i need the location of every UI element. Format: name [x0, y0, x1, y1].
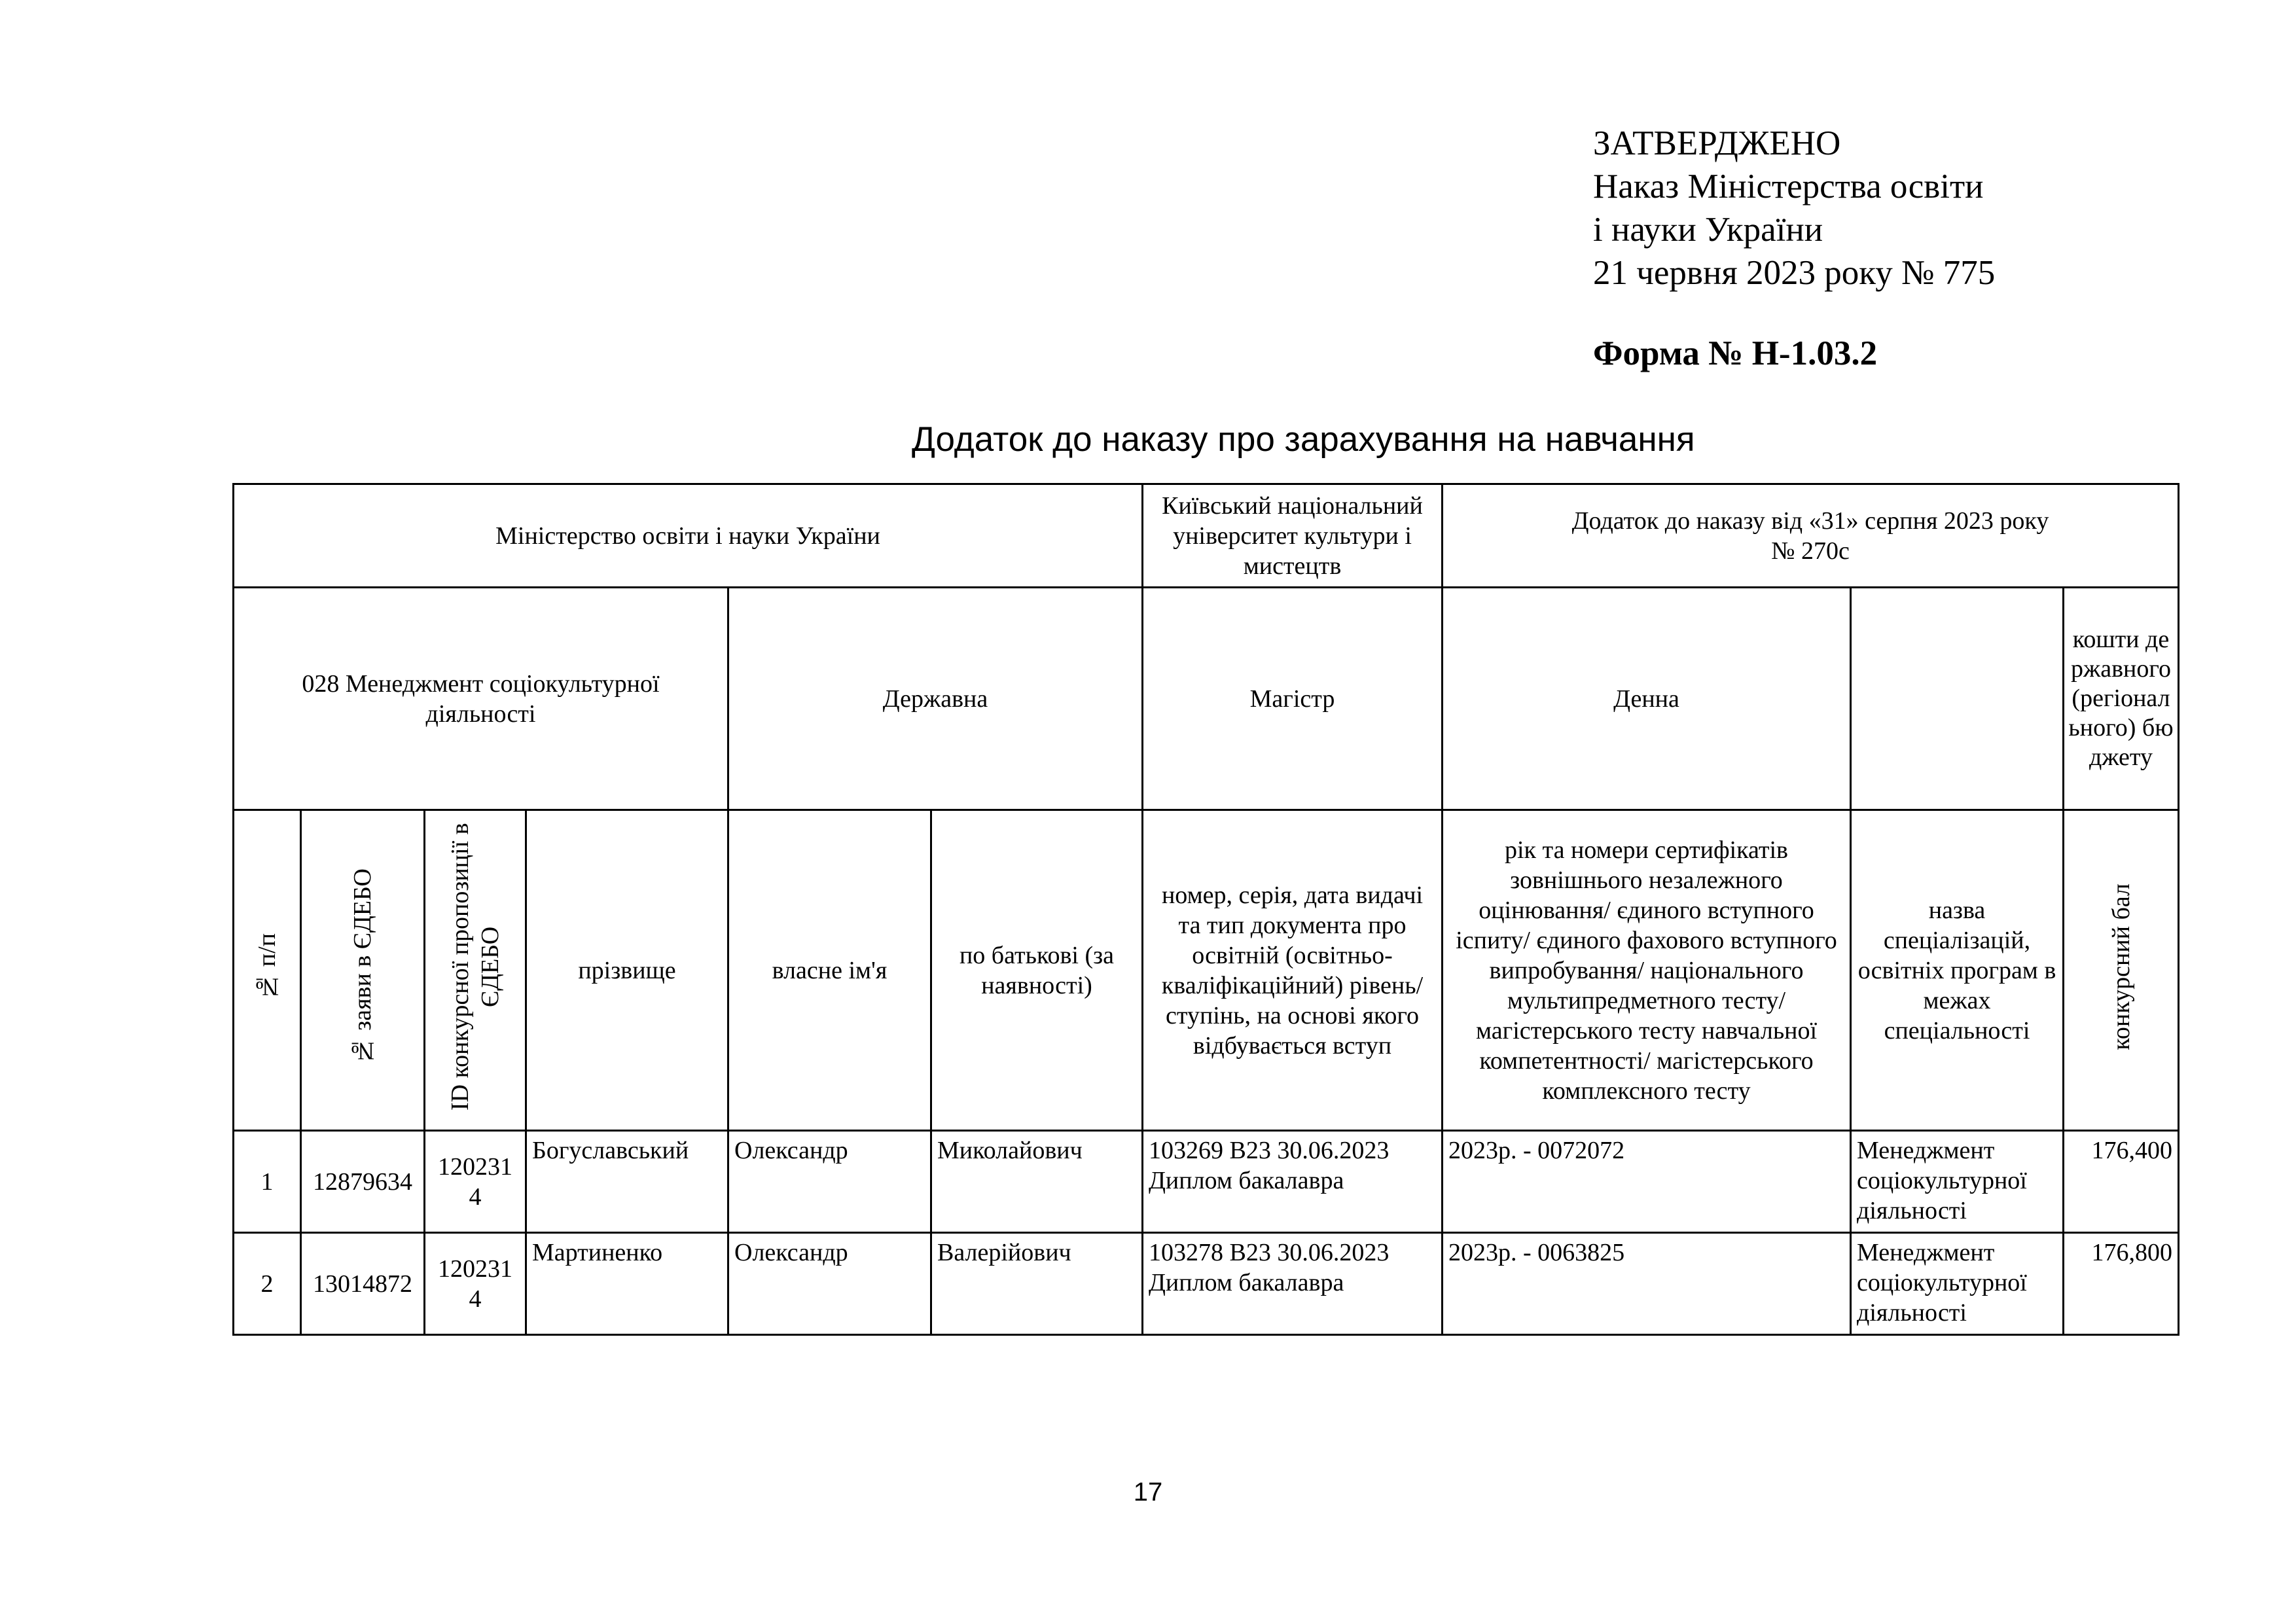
university-cell: Київський національний університет культури і мистецтв — [1143, 484, 1443, 588]
row-score: 176,400 — [2064, 1131, 2179, 1233]
row-surname: Мартиненко — [526, 1233, 728, 1335]
row-score: 176,800 — [2064, 1233, 2179, 1335]
col-header-num-label: № п/п — [253, 933, 281, 1001]
approval-block — [1593, 122, 1995, 294]
row-document: 103269 В23 30.06.2023 Диплом бакалавра — [1143, 1131, 1443, 1233]
col-header-offer-id-label: ID конкурсної пропозиції в ЄДЕБО — [446, 823, 504, 1111]
row-first-name: Олександр — [728, 1131, 931, 1233]
order-date-line: Додаток до наказу від «31» серпня 2023 року — [1571, 507, 2049, 535]
empty-cell — [1851, 588, 2064, 810]
approval-ministry-line: і науки України — [1593, 211, 1823, 249]
row-surname: Богуславський — [526, 1131, 728, 1233]
col-header-application-label: № заяви в ЄДЕБО — [349, 868, 376, 1065]
col-header-score — [2064, 810, 2179, 1131]
row-application-no: 13014872 — [301, 1233, 425, 1335]
page-number: 17 — [1133, 1478, 1163, 1507]
form-number: Форма № Н-1.03.2 — [1593, 334, 1878, 372]
col-header-specialization: назва спеціалізацій, освітніх програм в межах спеціальності — [1851, 810, 2064, 1131]
table-header-row-2 — [234, 588, 2179, 810]
row-patronymic: Миколайович — [931, 1131, 1143, 1233]
col-header-surname: прізвище — [526, 810, 728, 1131]
row-application-no: 12879634 — [301, 1131, 425, 1233]
col-header-certificates: рік та номери сертифікатів зовнішнього незалежного оцінювання/ єдиного вступного іспиту/ єдиного фахового вступного випробування/ національного мультипредметного тесту/ магістерського тесту навчальної компетентності/ магістерського комплексного тесту — [1443, 810, 1851, 1131]
row-offer-id: 1202314 — [425, 1233, 526, 1335]
ownership-cell: Державна — [728, 588, 1143, 810]
document-title: Додаток до наказу про зарахування на навчання — [912, 420, 1695, 459]
table-header-row-1 — [234, 484, 2179, 588]
col-header-application — [301, 810, 425, 1131]
table-column-headers — [234, 810, 2179, 1131]
col-header-first-name: власне ім'я — [728, 810, 931, 1131]
table-row — [234, 1233, 2179, 1335]
row-num: 1 — [234, 1131, 301, 1233]
col-header-document: номер, серія, дата видачі та тип документа про освітній (освітньо-кваліфікаційний) рівень/ступінь, на основі якого відбувається вступ — [1143, 810, 1443, 1131]
table-row — [234, 1131, 2179, 1233]
col-header-score-label: конкурсний бал — [2107, 883, 2135, 1050]
col-header-patronymic: по батькові (за наявності) — [931, 810, 1143, 1131]
row-document: 103278 В23 30.06.2023 Диплом бакалавра — [1143, 1233, 1443, 1335]
specialty-cell: 028 Менеджмент соціокультурної діяльності — [234, 588, 728, 810]
row-certificates: 2023р. - 0072072 — [1443, 1131, 1851, 1233]
enrollment-table — [232, 483, 2179, 1336]
order-cell — [1443, 484, 2179, 588]
col-header-num — [234, 810, 301, 1131]
ministry-cell: Міністерство освіти і науки України — [234, 484, 1143, 588]
row-patronymic: Валерійович — [931, 1233, 1143, 1335]
study-form-cell: Денна — [1443, 588, 1851, 810]
col-header-offer-id — [425, 810, 526, 1131]
row-certificates: 2023р. - 0063825 — [1443, 1233, 1851, 1335]
approval-heading: ЗАТВЕРДЖЕНО — [1593, 124, 1841, 162]
funding-cell: кошти державного (регіонального) бюджету — [2064, 588, 2179, 810]
row-num: 2 — [234, 1233, 301, 1335]
row-offer-id: 1202314 — [425, 1131, 526, 1233]
order-number-line: № 270с — [1771, 537, 1850, 565]
row-specialization: Менеджмент соціокультурної діяльності — [1851, 1131, 2064, 1233]
approval-date-line: 21 червня 2023 року № 775 — [1593, 254, 1996, 292]
row-specialization: Менеджмент соціокультурної діяльності — [1851, 1233, 2064, 1335]
row-first-name: Олександр — [728, 1233, 931, 1335]
approval-order-line: Наказ Міністерства освіти — [1593, 168, 1984, 205]
degree-cell: Магістр — [1143, 588, 1443, 810]
